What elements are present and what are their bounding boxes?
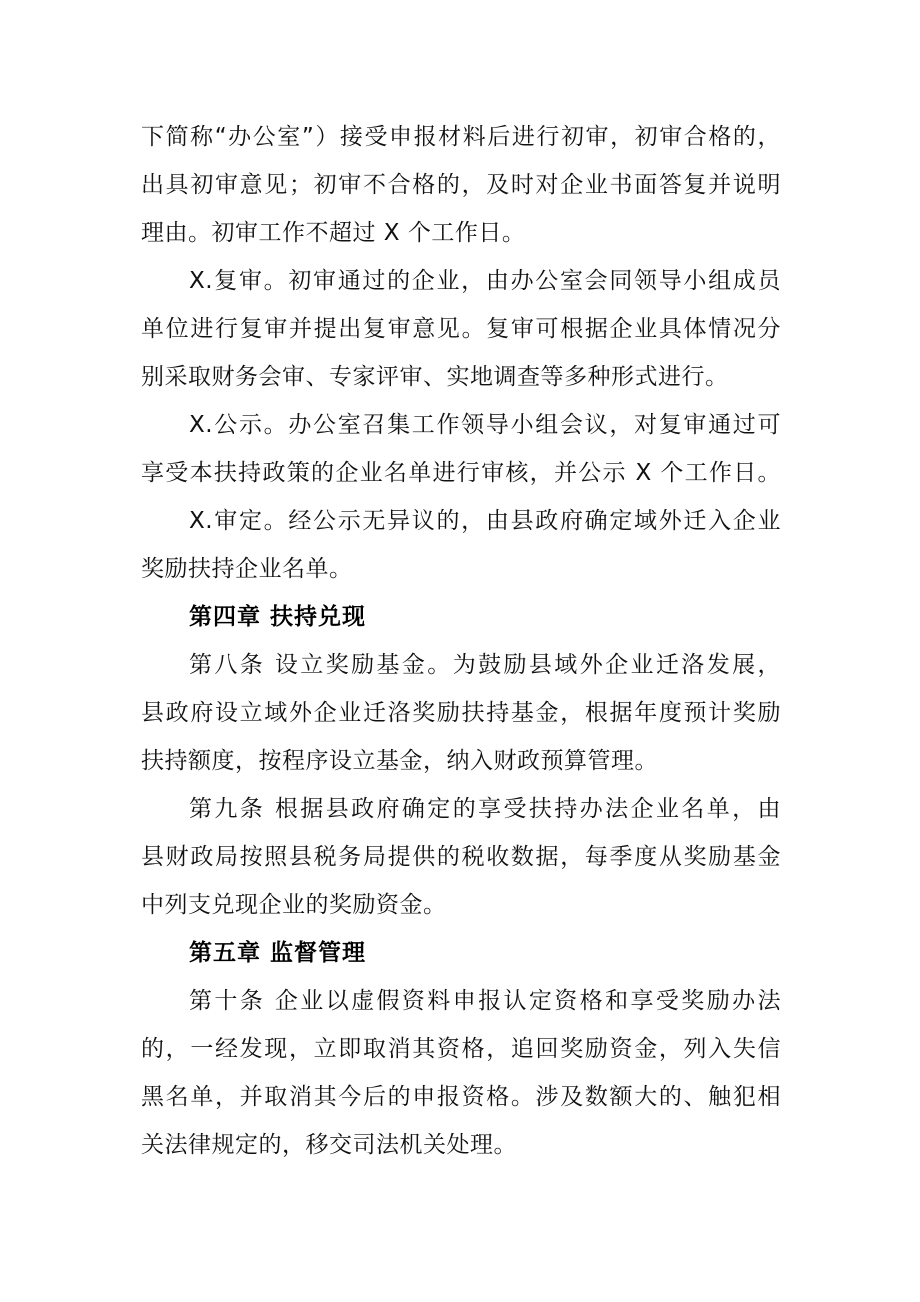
paragraph-line: 第八条 设立奖励基金。为鼓励县域外企业迁洛发展， — [189, 652, 781, 678]
paragraph-line: 县政府设立域外企业迁洛奖励扶持基金，根据年度预计奖励 — [141, 700, 781, 726]
paragraph-line: 第九条 根据县政府确定的享受扶持办法企业名单，由 — [189, 796, 781, 822]
paragraph-line: 理由。初审工作不超过 X 个工作日。 — [141, 220, 526, 246]
paragraph-line: 关法律规定的，移交司法机关处理。 — [141, 1132, 517, 1158]
chapter-heading: 第四章 扶持兑现 — [189, 604, 367, 630]
paragraph-line: 奖励扶持企业名单。 — [141, 556, 353, 582]
paragraph-line: X.审定。经公示无异议的，由县政府确定域外迁入企业 — [189, 508, 781, 534]
paragraph-line: 别采取财务会审、专家评审、实地调查等多种形式进行。 — [141, 364, 729, 390]
paragraph-line: 中列支兑现企业的奖励资金。 — [141, 892, 447, 918]
paragraph-line: 下简称“办公室”）接受申报材料后进行初审，初审合格的， — [141, 124, 781, 150]
paragraph-line: 县财政局按照县税务局提供的税收数据，每季度从奖励基金 — [141, 844, 781, 870]
paragraph-line: 扶持额度，按程序设立基金，纳入财政预算管理。 — [141, 748, 658, 774]
paragraph-line: 黑名单，并取消其今后的申报资格。涉及数额大的、触犯相 — [141, 1084, 781, 1110]
paragraph-line: 的，一经发现，立即取消其资格，追回奖励资金，列入失信 — [141, 1036, 781, 1062]
paragraph-line: 第十条 企业以虚假资料申报认定资格和享受奖励办法 — [189, 988, 781, 1014]
paragraph-line: X.公示。办公室召集工作领导小组会议，对复审通过可 — [189, 412, 781, 438]
paragraph-line: X.复审。初审通过的企业，由办公室会同领导小组成员 — [189, 268, 781, 294]
chapter-heading: 第五章 监督管理 — [189, 940, 367, 966]
paragraph-line: 享受本扶持政策的企业名单进行审核，并公示 X 个工作日。 — [141, 460, 781, 486]
paragraph-line: 出具初审意见；初审不合格的，及时对企业书面答复并说明 — [141, 172, 781, 198]
paragraph-line: 单位进行复审并提出复审意见。复审可根据企业具体情况分 — [141, 316, 781, 342]
